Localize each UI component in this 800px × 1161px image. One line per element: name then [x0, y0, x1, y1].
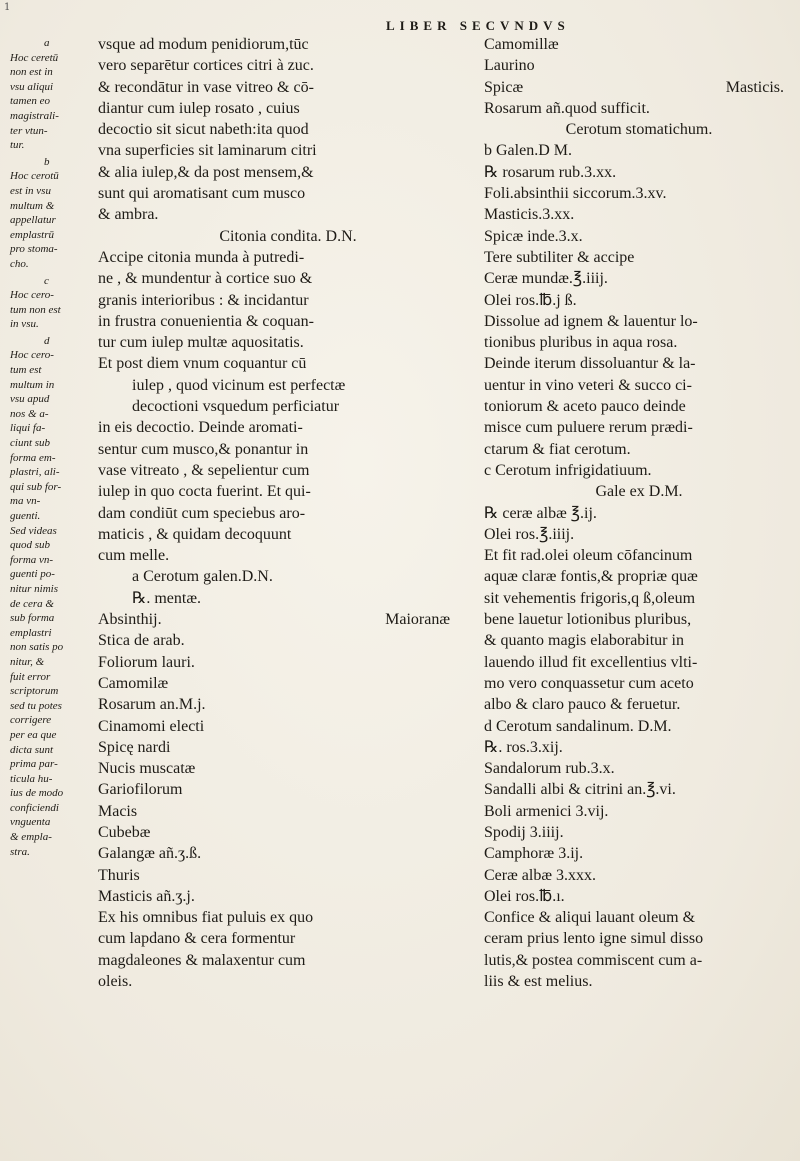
margin-note-b	[10, 155, 96, 272]
text-line: magdaleones & malaxentur cum	[98, 951, 306, 969]
text-column-left	[98, 34, 478, 992]
recipe-line: ℞. mentæ.	[132, 589, 202, 607]
section-heading: c Cerotum infrigidatiuum.	[484, 461, 652, 479]
text-line: sit vehementis frigoris,q ß,oleum	[484, 589, 696, 607]
text-line: liis & est melius.	[484, 973, 593, 991]
section-heading: Cerotum stomatichum.	[565, 121, 713, 139]
recipe-line: Stica de arab.	[98, 632, 185, 650]
text-line: cum lapdano & cera formentur	[98, 930, 296, 948]
text-line: Et fit rad.olei oleum cōfancinum	[484, 547, 693, 565]
margin-note-line: Hoc cero-	[10, 349, 54, 362]
recipe-line: Spicę nardi	[98, 738, 171, 756]
folio-mark: 1	[4, 2, 11, 13]
margin-note-line: non est in	[10, 66, 53, 79]
recipe-line-pair	[98, 609, 478, 630]
text-line: albo & claro pauco & feruetur.	[484, 696, 681, 714]
margin-note-line: fuit error	[10, 670, 51, 683]
text-line: vna superficies sit laminarum citri	[98, 142, 317, 160]
text-line: tionibus pluribus in aqua rosa.	[484, 334, 678, 352]
text-line: Tere subtiliter & accipe	[484, 248, 635, 266]
section-subheading: Gale ex D.M.	[595, 483, 683, 501]
recipe-line: Foli.absinthii siccorum.3.xv.	[484, 185, 667, 203]
recipe-line: Sandalli albi & citrini an.℥.vi.	[484, 781, 676, 799]
text-line: decoctio sit sicut nabeth:ita quod	[98, 121, 309, 139]
margin-note-mark: a	[44, 37, 50, 49]
margin-note-line: emplastrū	[10, 228, 54, 241]
margin-notes	[10, 36, 96, 861]
recipe-line: Ceræ albæ 3.xxx.	[484, 866, 596, 884]
margin-note-line: nitur nimis	[10, 582, 58, 595]
recipe-line: Sandalorum rub.3.x.	[484, 760, 615, 778]
text-line: Dissolue ad ignem & lauentur lo-	[484, 312, 698, 330]
text-line: vase vitreato , & sepelientur cum	[98, 461, 310, 479]
margin-note-line: ticula hu-	[10, 772, 53, 785]
margin-note-line: guenti po-	[10, 568, 55, 581]
margin-note-line: tum est	[10, 364, 42, 377]
text-line: lutis,& postea commiscent cum a-	[484, 951, 703, 969]
margin-note-line: de cera &	[10, 597, 54, 610]
margin-note-line: nitur, &	[10, 655, 45, 668]
margin-note-c	[10, 274, 96, 332]
recipe-line: Galangæ añ.ʒ.ß.	[98, 845, 202, 863]
recipe-line: Gariofilorum	[98, 781, 183, 799]
text-line: diantur cum iulep rosato , cuius	[98, 99, 300, 117]
recipe-ingredient: Maioranæ	[385, 611, 450, 629]
margin-note-line: conficiendi	[10, 801, 59, 814]
text-line: iulep in quo cocta fuerint. Et qui-	[98, 483, 311, 501]
margin-note-line: ciunt sub	[10, 437, 51, 450]
margin-note-line: emplastri	[10, 626, 52, 639]
recipe-line: Camomilæ	[98, 674, 169, 692]
margin-note-line: tamen eo	[10, 95, 51, 108]
text-line: oleis.	[98, 973, 133, 991]
margin-note-line: sed tu potes	[10, 699, 62, 712]
text-line: ceram prius lento igne simul disso	[484, 930, 704, 948]
recipe-line: Laurino	[484, 57, 535, 75]
recipe-line: Foliorum lauri.	[98, 653, 195, 671]
margin-note-line: vnguenta	[10, 816, 51, 829]
recipe-line: ℞ ceræ albæ ℥.ij.	[484, 504, 597, 522]
recipe-line: Rosarum añ.quod sufficit.	[484, 99, 650, 117]
recipe-line: Ceræ mundæ.℥.iiij.	[484, 270, 608, 288]
margin-note-line: pro stoma-	[10, 243, 58, 256]
text-line: vsque ad modum penidiorum,tūc	[98, 36, 309, 53]
margin-note-mark: b	[44, 155, 50, 168]
text-line: maticis , & quidam decoquunt	[98, 525, 292, 543]
text-line: vero separētur cortices citri à zuc.	[98, 57, 314, 75]
running-title: LIBER SECVNDVS	[386, 18, 570, 33]
recipe-line: Camomillæ	[484, 36, 559, 53]
text-line: in frustra conuenientia & coquan-	[98, 312, 314, 330]
margin-note-line: appellatur	[10, 214, 56, 227]
text-line: in eis decoctio. Deinde aromati-	[98, 419, 303, 437]
recipe-line: Masticis añ.ʒ.j.	[98, 887, 195, 905]
section-heading: a Cerotum galen.D.N.	[132, 568, 273, 586]
text-line: & ambra.	[98, 206, 159, 224]
text-line: sentur cum musco,& ponantur in	[98, 440, 309, 458]
text-line: decoctioni vsquedum perficiatur	[132, 398, 340, 416]
margin-note-line: & empla-	[10, 831, 52, 844]
recipe-ingredient: Spicæ	[484, 78, 524, 96]
section-heading: d Cerotum sandalinum. D.M.	[484, 717, 672, 735]
margin-note-line: vsu aliqui	[10, 80, 54, 93]
recipe-line: Cubebæ	[98, 823, 151, 841]
text-line: aquæ claræ fontis,& propriæ quæ	[484, 568, 698, 586]
recipe-line: Masticis.3.xx.	[484, 206, 575, 224]
margin-note-line: Hoc ceretū	[10, 51, 59, 64]
margin-note-line: cho.	[10, 257, 29, 270]
margin-note-line: quod sub	[10, 539, 51, 552]
margin-note-line: multum in	[10, 378, 55, 391]
margin-note-line: prima par-	[10, 758, 58, 771]
margin-note-line: per ea que	[10, 728, 57, 741]
recipe-line: Rosarum an.M.j.	[98, 696, 206, 714]
margin-note-mark: d	[44, 334, 50, 347]
margin-note-mark: c	[44, 274, 49, 287]
recipe-line: Macis	[98, 802, 138, 820]
text-line: dam condiūt cum speciebus aro-	[98, 504, 306, 522]
recipe-line: Olei ros.℔.j ß.	[484, 291, 577, 309]
text-column-right	[484, 34, 794, 992]
text-line: misce cum puluere rerum prædi-	[484, 419, 693, 437]
margin-note-line: ter vtun-	[10, 124, 48, 137]
margin-note-line: forma vn-	[10, 553, 54, 566]
margin-note-line: liqui fa-	[10, 422, 46, 435]
section-heading: b Galen.D M.	[484, 142, 572, 160]
text-line: cum melle.	[98, 547, 170, 565]
margin-note-line: stra.	[10, 845, 30, 858]
recipe-line-pair	[484, 77, 794, 98]
margin-note-line: corrigere	[10, 714, 52, 727]
text-line: Confice & aliqui lauant oleum &	[484, 909, 696, 927]
recipe-line: Olei ros.℥.iiij.	[484, 525, 575, 543]
recipe-line: Cinamomi electi	[98, 717, 205, 735]
section-heading: Citonia condita. D.N.	[219, 227, 357, 245]
recipe-ingredient: Masticis.	[725, 78, 784, 96]
text-line: lauendo illud fit excellentius vlti-	[484, 653, 698, 671]
margin-note-line: ma vn-	[10, 495, 41, 508]
margin-note-line: in vsu.	[10, 318, 39, 331]
recipe-line: Thuris	[98, 866, 140, 884]
margin-note-line: tur.	[10, 139, 25, 152]
margin-note-line: sub forma	[10, 612, 55, 625]
margin-note-line: scriptorum	[10, 685, 59, 698]
margin-note-a	[10, 36, 96, 153]
margin-note-line: multum &	[10, 199, 55, 212]
text-line: Accipe citonia munda à putredi-	[98, 248, 305, 266]
text-line: sunt qui aromatisant cum musco	[98, 185, 306, 203]
margin-note-line: vsu apud	[10, 393, 50, 406]
text-line: Ex his omnibus fiat puluis ex quo	[98, 909, 314, 927]
text-line: & alia iulep,& da post mensem,&	[98, 163, 314, 181]
text-line: bene lauetur lotionibus pluribus,	[484, 611, 692, 629]
recipe-line: ℞ rosarum rub.3.xx.	[484, 163, 617, 181]
margin-note-line: non satis po	[10, 641, 64, 654]
text-line: & recondātur in vase vitreo & cō-	[98, 78, 314, 96]
margin-note-line: forma em-	[10, 451, 56, 464]
recipe-line: Boli armenici 3.vij.	[484, 802, 609, 820]
margin-note-line: Hoc cero-	[10, 289, 54, 302]
margin-note-line: est in vsu	[10, 184, 51, 197]
recipe-line: Spicæ inde.3.x.	[484, 227, 583, 245]
recipe-line: Spodij 3.iiij.	[484, 823, 564, 841]
margin-note-line: nos & a-	[10, 407, 49, 420]
text-line: & quanto magis elaborabitur in	[484, 632, 684, 650]
text-line: uentur in vino veteri & succo ci-	[484, 376, 692, 394]
margin-note-line: dicta sunt	[10, 743, 54, 756]
recipe-line: Olei ros.℔.ı.	[484, 887, 565, 905]
margin-note-line: Hoc cerotū	[10, 170, 59, 183]
text-line: ne , & mundentur à cortice suo &	[98, 270, 313, 288]
text-line: Et post diem vnum coquantur cū	[98, 355, 307, 373]
margin-note-line: plastri, ali-	[10, 466, 60, 479]
margin-note-line: qui sub for-	[10, 480, 62, 493]
text-line: Deinde iterum dissoluantur & la-	[484, 355, 696, 373]
recipe-line: Camphoræ 3.ij.	[484, 845, 584, 863]
text-line: iulep , quod vicinum est perfectæ	[132, 376, 346, 394]
text-line: ctarum & fiat cerotum.	[484, 440, 631, 458]
text-line: tur cum iulep multæ aquositatis.	[98, 334, 304, 352]
margin-note-line: tum non est	[10, 303, 61, 316]
margin-note-line: ius de modo	[10, 787, 64, 800]
margin-note-line: magistrali-	[10, 109, 59, 122]
recipe-line: ℞. ros.3.xij.	[484, 738, 563, 756]
recipe-line: Nucis muscatæ	[98, 760, 196, 778]
recipe-ingredient: Absinthij.	[98, 611, 162, 629]
margin-note-line: Sed videas	[10, 524, 57, 537]
text-line: mo vero conquassetur cum aceto	[484, 674, 694, 692]
text-line: granis interioribus : & incidantur	[98, 291, 309, 309]
margin-note-d	[10, 334, 96, 859]
margin-note-line: guenti.	[10, 510, 41, 522]
text-line: toniorum & aceto pauco deinde	[484, 398, 686, 416]
